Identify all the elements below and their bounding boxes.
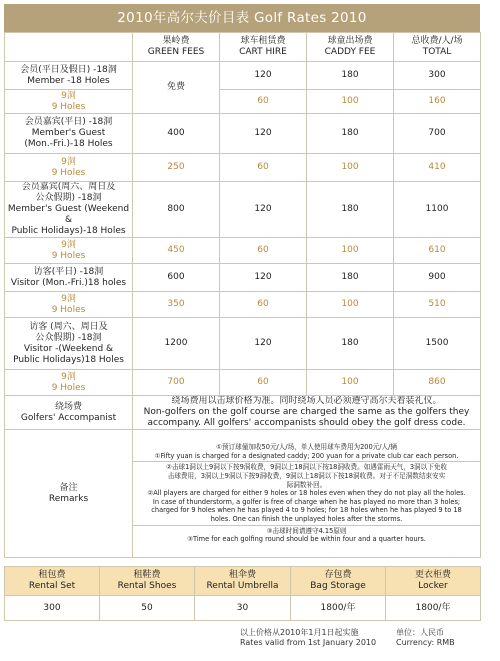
header-blank	[5, 33, 133, 62]
bag-storage-header: 存包费 Bag Storage	[291, 567, 386, 596]
caddy-fee-cell: 180	[307, 182, 394, 238]
caddy-fee-cell: 100	[307, 154, 394, 182]
row-label-guest-weekday-18: 会员嘉宾(平日) -18洞 Member's Guest (Mon.-Fri.)-18 Holes	[5, 114, 133, 154]
total-cell: 860	[394, 370, 481, 396]
total-cell: 700	[394, 114, 481, 154]
total-cell: 510	[394, 292, 481, 318]
table-row	[5, 318, 481, 370]
page-title: 2010年高尔夫价目表 Golf Rates 2010	[4, 4, 480, 32]
green-fee-cell: 1200	[133, 318, 220, 370]
currency-note: 单位：人民币 Currency: RMB	[396, 628, 455, 647]
green-fee-cell: 700	[133, 370, 220, 396]
table-row	[5, 90, 481, 114]
row-label-visitor-weekend-18: 访客 (周六、周日及 公众假期) -18洞 Visitor -(Weekend & Public Holidays)18 Holes	[5, 318, 133, 370]
total-cell: 300	[394, 62, 481, 90]
table-row	[5, 292, 481, 318]
total-cell: 1500	[394, 318, 481, 370]
table-row	[5, 264, 481, 292]
rental-shoes-header: 租鞋费 Rental Shoes	[100, 567, 195, 596]
table-row	[5, 154, 481, 182]
table-row	[5, 62, 481, 90]
row-label-guest-weekend-18: 会员嘉宾(周六、周日及 公众假期) -18洞 Member's Guest (Weekend & Public Holidays)-18 Holes	[5, 182, 133, 238]
green-fee-cell: 350	[133, 292, 220, 318]
cart-hire-cell: 60	[220, 238, 307, 264]
member-green-fee: 免费	[133, 62, 220, 114]
rental-shoes-value: 50	[100, 596, 195, 621]
cart-hire-cell: 120	[220, 182, 307, 238]
row-label-visitor-weekend-9: 9洞 9 Holes	[5, 370, 133, 396]
cart-hire-cell: 120	[220, 264, 307, 292]
caddy-fee-cell: 180	[307, 264, 394, 292]
total-cell: 610	[394, 238, 481, 264]
green-fee-cell: 250	[133, 154, 220, 182]
row-label-member-18: 会员(平日及假日) -18洞 Member -18 Holes	[5, 62, 133, 90]
total-cell: 900	[394, 264, 481, 292]
rental-umbrella-value: 30	[195, 596, 291, 621]
table-row	[5, 182, 481, 238]
accompanist-label: 绕场费 Golfers' Accompanist	[5, 396, 133, 430]
locker-value: 1800/年	[386, 596, 481, 621]
green-fee-cell: 600	[133, 264, 220, 292]
row-label-guest-weekend-9: 9洞 9 Holes	[5, 238, 133, 264]
row-label-member-9: 9洞 9 Holes	[5, 90, 133, 114]
rental-set-value: 300	[5, 596, 100, 621]
bag-storage-value: 1800/年	[291, 596, 386, 621]
caddy-fee-cell: 100	[307, 292, 394, 318]
caddy-fee-cell: 100	[307, 90, 394, 114]
rentals-value-row	[5, 596, 481, 621]
rental-umbrella-header: 租伞费 Rental Umbrella	[195, 567, 291, 596]
total-cell: 1100	[394, 182, 481, 238]
green-fee-cell: 400	[133, 114, 220, 154]
cart-hire-cell: 120	[220, 62, 307, 90]
rental-set-header: 租包费 Rental Set	[5, 567, 100, 596]
accompanist-note: 绕场费用以击球价格为准。同时绕场人员必须遵守高尔夫着装礼仪。 Non-golfers on the golf course are charged the same as the golfers they accompany. All golfers' accompanists should obey the golf dress code.	[133, 396, 481, 430]
table-row	[5, 370, 481, 396]
remark-2: ②击球1洞以上9洞以下按9洞收费，9洞以上18洞以下按18洞收费。如遇雷雨天气，3洞以下免收 击球费用，3洞以上9洞以下按9洞收费，9洞以上18洞以下按18洞收费。对于不足洞数结束安实 际洞数补回。 ②All players are charged for either 9 holes or 18 holes even when they do not play all the holes. In case of thunderstorm, a golfer is free of charge when he has played no more than 3 holes; charged for 9 holes when he has played 4 to 9 holes; for 18 holes when he has played 9 to 18 holes. One can finish the unplayed holes after the storms.	[133, 462, 480, 525]
remark-1: ①预订球僮加收50元/人/场，单人使用球车费用为200元/人/辆 ①Fifty yuan is charged for a designated caddy; 200 yuan for a private club car each person.	[133, 442, 480, 462]
total-cell: 410	[394, 154, 481, 182]
cart-hire-cell: 60	[220, 370, 307, 396]
header-caddy-fee: 球童出场费 CADDY FEE	[307, 33, 394, 62]
locker-header: 更衣柜费 Locker	[386, 567, 481, 596]
caddy-fee-cell: 180	[307, 114, 394, 154]
remarks-content	[133, 430, 481, 558]
caddy-fee-cell: 180	[307, 318, 394, 370]
caddy-fee-cell: 180	[307, 62, 394, 90]
cart-hire-cell: 120	[220, 318, 307, 370]
cart-hire-cell: 60	[220, 292, 307, 318]
header-cart-hire: 球车租赁费 CART HIRE	[220, 33, 307, 62]
cart-hire-cell: 60	[220, 90, 307, 114]
validity-note: 以上价格从2010年1月1日起实施 Rates valid from 1st January 2010	[240, 628, 377, 647]
remarks-label: 备注 Remarks	[5, 430, 133, 558]
header-green-fees: 果岭费 GREEN FEES	[133, 33, 220, 62]
remark-3: ③击球时间请遵守4.15原则 ③Time for each golfing round should be within four and a quarter hours.	[187, 526, 426, 544]
row-label-visitor-weekday-9: 9洞 9 Holes	[5, 292, 133, 318]
green-fee-cell: 450	[133, 238, 220, 264]
cart-hire-cell: 120	[220, 114, 307, 154]
row-label-guest-weekday-9: 9洞 9 Holes	[5, 154, 133, 182]
green-fee-cell: 800	[133, 182, 220, 238]
table-row	[5, 238, 481, 264]
rentals-table	[4, 566, 481, 621]
caddy-fee-cell: 100	[307, 238, 394, 264]
table-row	[5, 114, 481, 154]
cart-hire-cell: 60	[220, 154, 307, 182]
remarks-row	[5, 430, 481, 558]
caddy-fee-cell: 100	[307, 370, 394, 396]
total-cell: 160	[394, 90, 481, 114]
row-label-visitor-weekday-18: 访客(平日) -18洞 Visitor (Mon.-Fri.)18 holes	[5, 264, 133, 292]
rentals-header-row	[5, 567, 481, 596]
rates-table	[4, 32, 481, 558]
header-row	[5, 33, 481, 62]
accompanist-row	[5, 396, 481, 430]
header-total: 总收费/人/场 TOTAL	[394, 33, 481, 62]
